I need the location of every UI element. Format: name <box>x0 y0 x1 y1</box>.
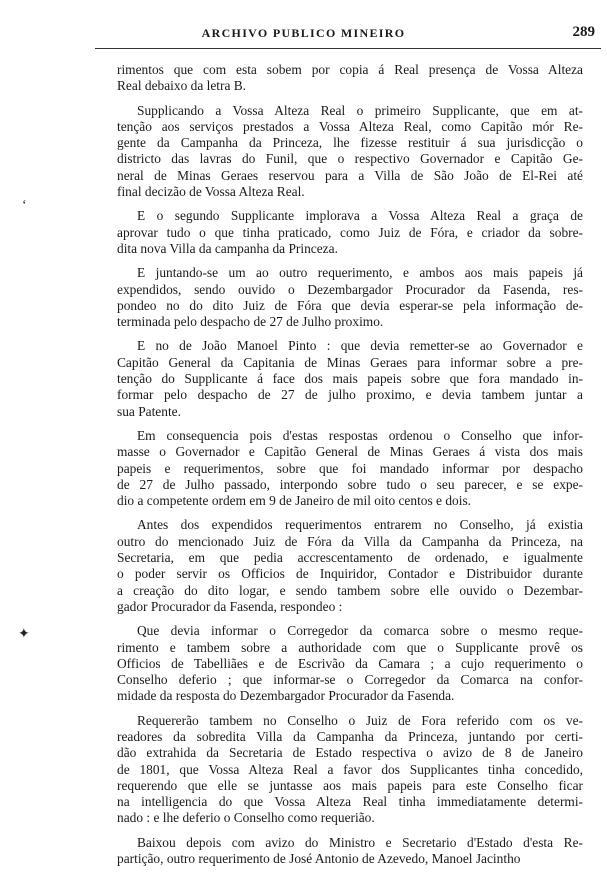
text-line: aprovar tudo o que tinha praticado, como Juiz de Fóra, e criador da sobre- <box>117 224 583 240</box>
text-line: midade da resposta do Dezembargador Procurador da Fasenda. <box>117 688 455 704</box>
text-line: Capitão General da Capitania de Minas Geraes para informar sobre a pre- <box>117 354 583 370</box>
text-line: o poder servir os Officios de Inquiridor, Contador e Distribuidor durante <box>117 566 583 582</box>
journal-title: ARCHIVO PUBLICO MINEIRO <box>201 26 406 40</box>
text-line: dio a competente ordem em 9 de Janeiro de mil oito centos e dois. <box>117 493 472 509</box>
text-line: terminada pelo despacho de 27 de Julho proximo. <box>117 314 384 330</box>
text-line: gador Procurador da Fasenda, respondeo : <box>117 598 343 614</box>
text-line: rimento e tambem sobre a authoridade com que o Supplicante provê os <box>117 639 583 655</box>
text-line: requerendo que elle se juntasse aos mais papeis para este Conselho ficar <box>117 777 583 793</box>
margin-mark: ✦ <box>18 627 30 642</box>
text-line: sua Patente. <box>117 403 181 419</box>
text-line: final decizão de Vossa Alteza Real. <box>117 184 305 200</box>
page-number: 289 <box>572 24 595 40</box>
paragraph <box>117 208 583 257</box>
text-line: na intelligencia do que Vossa Alteza Real tinha immediatamente determi- <box>117 794 583 810</box>
text-line: Real debaixo da letra B. <box>117 78 247 94</box>
text-line: pondeo no do dito Juiz de Fóra que devia esperar-se pela informação de- <box>117 297 583 313</box>
text-line: Baixou depois com avizo do Ministro e Secretario d'Estado d'esta Re- <box>137 834 583 850</box>
text-line: a creação do dito logar, e sendo tambem sobre elle ouvido o Dezembar- <box>117 582 583 598</box>
running-header <box>0 26 607 48</box>
paragraph <box>117 103 583 201</box>
document-body <box>117 62 583 867</box>
text-line: Officios de Tabelliães e de Escrivão da Camara ; a cujo requerimento o <box>117 655 583 671</box>
paragraph <box>117 623 583 704</box>
text-line: readores da sobredita Villa da Campanha da Princeza, juntando por certi- <box>117 728 583 744</box>
text-line: de 27 de Julho passado, interpondo sobre tudo o seu parecer, e se expe- <box>117 476 583 492</box>
paragraph <box>117 835 583 868</box>
paragraph <box>117 428 583 509</box>
paragraph <box>117 62 583 95</box>
text-line: Antes dos expendidos requerimentos entrarem no Conselho, já existia <box>137 517 583 533</box>
text-line: outro do mencionado Juiz de Fóra da Villa da Campanha da Princeza, na <box>117 533 583 549</box>
text-line: nado : e lhe deferio o Conselho como requerião. <box>117 810 375 826</box>
text-line: Conselho deferio ; que informar-se o Corregedor da Comarca na confor- <box>117 672 583 688</box>
paragraph <box>117 713 583 827</box>
text-line: partição, outro requerimento de José Antonio de Azevedo, Manoel Jacintho <box>117 851 521 867</box>
text-line: tenção aos serviços prestados a Vossa Alteza Real, como Capitão mór Re- <box>117 118 583 134</box>
text-line: de 1801, que Vossa Alteza Real a favor dos Supplicantes tinha concedido, <box>117 761 583 777</box>
text-line: gente da Campanha da Princeza, lhe fizesse restituir á sua jurisdicção o <box>117 135 583 151</box>
text-line: Em consequencia pois d'estas respostas ordenou o Conselho que infor- <box>137 427 583 443</box>
text-line: dão extrahida da Secretaria de Estado respectiva o avizo de 8 de Janeiro <box>117 745 583 761</box>
text-line: neral de Minas Geraes reservou para a Villa de São João de El-Rei até <box>117 167 583 183</box>
text-line: Requererão tambem no Conselho o Juiz de Fora referido com os ve- <box>137 712 583 728</box>
paragraph <box>117 517 583 615</box>
text-line: dita nova Villa da campanha da Princeza. <box>117 240 338 256</box>
paragraph <box>117 338 583 419</box>
text-line: districto das lavras do Funil, que o respectivo Governador e Capitão Ge- <box>117 151 583 167</box>
text-line: Secretaria, em que pedia accrescentamento de ordenado, e igualmente <box>117 550 583 566</box>
margin-mark: ‘ <box>22 198 27 213</box>
header-rule <box>95 48 601 49</box>
text-line: papeis e requerimentos, sobre que foi mandado informar por despacho <box>117 460 583 476</box>
text-line: masse o Governador e Capitão General de Minas Geraes á vista dos mais <box>117 444 583 460</box>
text-line: E juntando-se um ao outro requerimento, e ambos aos mais papeis já <box>137 265 583 281</box>
paragraph <box>117 265 583 330</box>
text-line: Supplicando a Vossa Alteza Real o primeiro Supplicante, que em at- <box>137 102 583 118</box>
text-line: Que devia informar o Corregedor da comarca sobre o mesmo reque- <box>137 623 583 639</box>
text-line: expendidos, sendo ouvido o Dezembargador Procurador da Fasenda, res- <box>117 281 583 297</box>
text-line: formar pelo despacho de 27 de julho proximo, e devia tambem juntar a <box>117 387 583 403</box>
text-line: E o segundo Supplicante implorava a Vossa Alteza Real a graça de <box>137 208 583 224</box>
text-line: tenção do Supplicante á face dos mais papeis sobre que fora mandado in- <box>117 371 583 387</box>
text-line: rimentos que com esta sobem por copia á Real presença de Vossa Alteza <box>117 62 583 77</box>
text-line: E no de João Manoel Pinto : que devia remetter-se ao Governador e <box>137 338 583 354</box>
